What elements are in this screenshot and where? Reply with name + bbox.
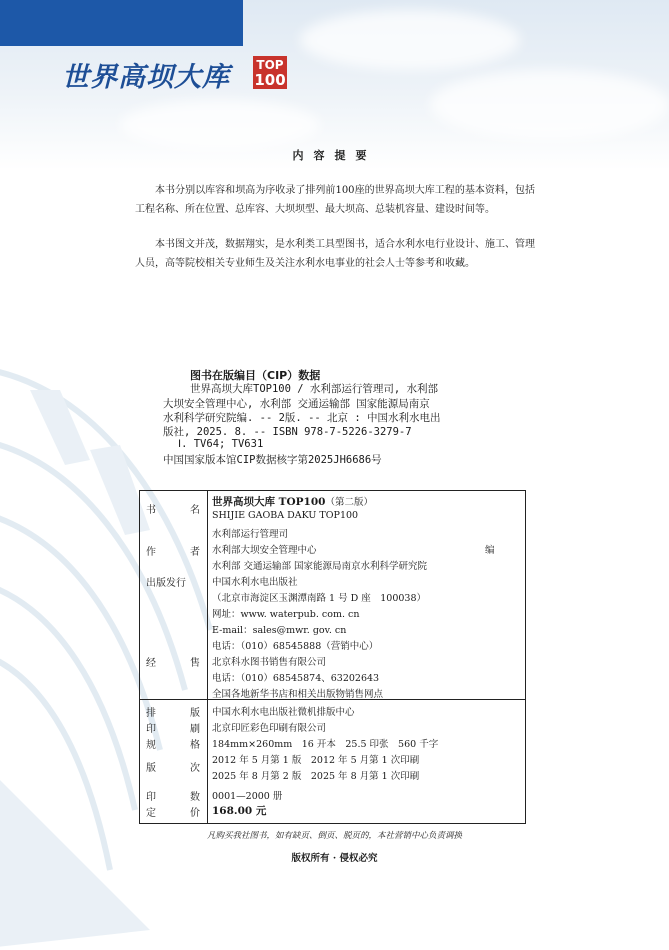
- cip-line: 世界高坝大库TOP100 / 水利部运行管理司, 水利部: [190, 383, 439, 395]
- publisher-line: 电话：（010）68545888（营销中心）: [212, 641, 379, 652]
- label-edition: 版 次: [146, 763, 200, 774]
- cip-line: 大坝安全管理中心, 水利部 交通运输部 国家能源局南京: [163, 398, 430, 410]
- book-name: 世界高坝大库 TOP100（第二版）: [212, 496, 373, 508]
- typeset-value: 中国水利水电出版社微机排版中心: [212, 707, 355, 718]
- cip-line: 版社, 2025. 8. -- ISBN 978-7-5226-3279-7: [163, 426, 412, 438]
- series-logo: 世界高坝大库: [62, 62, 230, 93]
- cip-line: 中国国家版本馆CIP数据核字第2025JH6686号: [163, 454, 382, 466]
- cip-line: 水利科学研究院编. -- 2版. -- 北京 : 中国水利水电出: [163, 412, 441, 424]
- printer-value: 北京印匠彩色印刷有限公司: [212, 723, 327, 734]
- label-publisher: 出版发行: [146, 578, 186, 589]
- publisher-line: 中国水利水电出版社: [212, 577, 298, 588]
- edition-line: 2025 年 8 月第 2 版 2025 年 8 月第 1 次印刷: [212, 771, 420, 782]
- author-line: 水利部运行管理司: [212, 529, 289, 540]
- seller-line: 电话：（010）68545874、63202643: [212, 673, 380, 684]
- label-copies: 印 数: [146, 792, 200, 803]
- publisher-line: （北京市海淀区玉渊潭南路 1 号 D 座 100038）: [212, 593, 427, 604]
- author-line: 水利部 交通运输部 国家能源局南京水利科学研究院: [212, 561, 428, 572]
- label-divider: [207, 491, 208, 823]
- label-book-name: 书 名: [146, 505, 200, 516]
- author-line: 水利部大坝安全管理中心: [212, 545, 317, 556]
- copies-value: 0001—2000 册: [212, 791, 283, 802]
- label-printer: 印 刷: [146, 724, 200, 735]
- return-notice: 凡购买我社图书，如有缺页、倒页、脱页的，本社营销中心负责调换: [206, 831, 462, 841]
- seller-line: 全国各地新华书店和相关出版物销售网点: [212, 689, 384, 700]
- summary-title: 内容提要: [292, 149, 377, 162]
- cip-line: Ⅰ. TV64; TV631: [178, 438, 264, 450]
- summary-paragraph-2: 本书图文并茂，数据翔实，是水利类工具型图书，适合水利水电行业设计、施工、管理人员，高等院校相关专业师生及关注水利水电事业的社会人士等参考和收藏。: [135, 239, 535, 269]
- editor-mark: 编: [485, 545, 495, 556]
- summary-paragraph-1: 本书分别以库容和坝高为序收录了排列前100座的世界高坝大库工程的基本资料，包括工程名称、所在位置、总库容、大坝坝型、最大坝高、总装机容量、建设时间等。: [135, 185, 535, 215]
- publisher-line: 网址：www. waterpub. com. cn: [212, 609, 360, 620]
- cip-title: 图书在版编目（CIP）数据: [190, 369, 321, 382]
- top100-badge: [253, 56, 287, 89]
- book-pinyin: SHIJIE GAOBA DAKU TOP100: [212, 510, 359, 521]
- spec-value: 184mm×260mm 16 开本 25.5 印张 560 千字: [212, 739, 439, 750]
- label-spec: 规 格: [146, 740, 200, 751]
- header-blue-bar: [0, 0, 243, 46]
- price-value: 168.00 元: [212, 805, 267, 817]
- label-price: 定 价: [146, 808, 200, 819]
- seller-line: 北京科水图书销售有限公司: [212, 657, 327, 668]
- rights-notice: 版权所有 · 侵权必究: [291, 853, 378, 864]
- copyright-info-box: [139, 490, 526, 824]
- label-typeset: 排 版: [146, 708, 200, 719]
- badge-number: 100: [254, 71, 286, 89]
- edition-line: 2012 年 5 月第 1 版 2012 年 5 月第 1 次印刷: [212, 755, 420, 766]
- publisher-line: E-mail：sales@mwr. gov. cn: [212, 625, 347, 636]
- badge-top: TOP: [256, 58, 284, 72]
- label-author: 作 者: [146, 547, 200, 558]
- label-seller: 经 售: [146, 658, 200, 669]
